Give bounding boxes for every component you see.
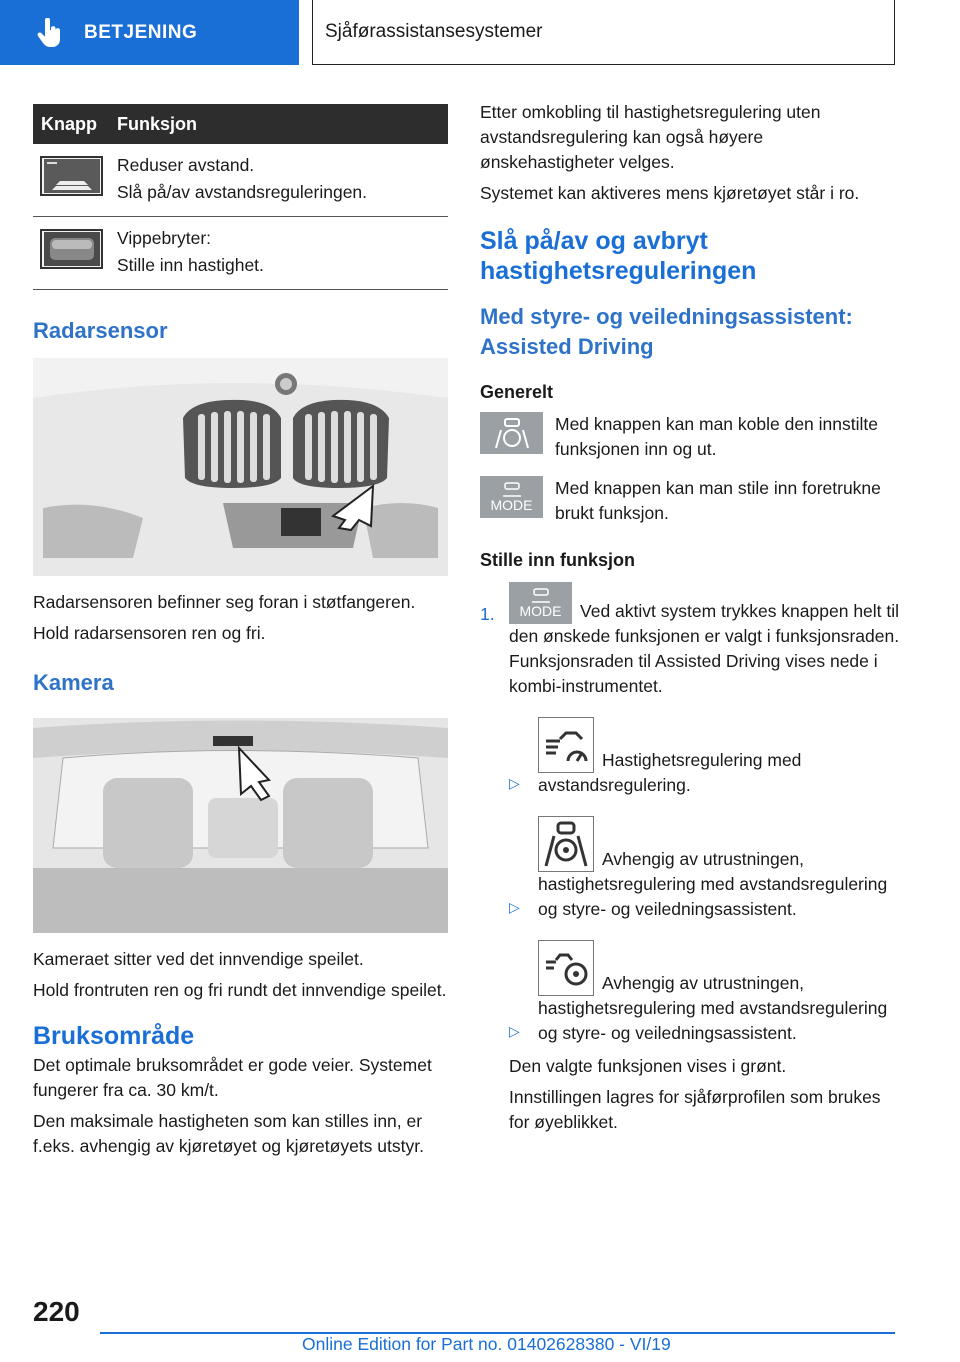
assisted-driving-button-icon xyxy=(480,412,543,454)
chapter-header xyxy=(312,0,895,65)
usage-paragraph-1: Det optimale bruksområdet er gode veier. Systemet fungerer fra ca. 30 km/t. xyxy=(33,1055,432,1100)
camera-paragraph-1: Kameraet sitter ved det innvendige speilet. xyxy=(33,949,364,969)
right-column xyxy=(480,100,900,1141)
mode-label: MODE xyxy=(519,603,562,619)
right-paragraph-1: Etter omkobling til hastighetsregulering uten avstandsregulering kan også høyere ønskehastigheter velges. xyxy=(480,102,821,172)
radar-sensor-photo xyxy=(33,358,448,576)
list-item xyxy=(509,816,900,922)
bullet-icon: ▷ xyxy=(509,1023,520,1039)
bullet-icon: ▷ xyxy=(509,899,520,915)
option-text: Avhengig av utrustningen, hastighetsregulering med avstandsregulering og styre- og veiledningsassistent. xyxy=(538,849,888,919)
table-row xyxy=(33,144,448,217)
heading-set-function: Stille inn funksjon xyxy=(480,550,636,570)
after-paragraph-2: Innstillingen lagres for sjåførprofilen som brukes for øyeblikket. xyxy=(509,1087,881,1132)
reduce-distance-button-icon xyxy=(40,156,103,196)
table-header-button: Knapp xyxy=(41,113,97,134)
heading-toggle-cruise: Slå på/av og avbryt hastighetsreguleringen xyxy=(480,227,757,285)
button-function-table xyxy=(33,104,448,290)
option-text: Avhengig av utrustningen, hastighetsregulering med avstandsregulering og styre- og veiledningsassistent. xyxy=(538,973,888,1043)
table-header-function: Funksjon xyxy=(117,113,197,134)
usage-paragraph-2: Den maksimale hastigheten som kan stilles inn, er f.eks. avhengig av kjøretøyet og kjøretøyets utstyr. xyxy=(33,1111,424,1156)
hand-pointer-icon xyxy=(30,13,70,53)
row2-line1: Vippebryter: xyxy=(117,228,212,248)
bullet-icon: ▷ xyxy=(509,775,520,791)
general-item xyxy=(480,476,900,526)
row1-line1: Reduser avstand. xyxy=(117,155,255,175)
acc-steering-alt-icon xyxy=(538,940,594,996)
step-number: 1. xyxy=(480,604,495,624)
camera-photo xyxy=(33,718,448,933)
footer-edition: Online Edition for Part no. 01402628380 - VI/19 xyxy=(302,1334,671,1354)
general-item-text: Med knappen kan man koble den innstilte funksjonen inn og ut. xyxy=(555,414,878,459)
row2-line2: Stille inn hastighet. xyxy=(117,255,264,275)
list-item xyxy=(509,940,900,1046)
section-label: BETJENING xyxy=(84,21,198,43)
radar-paragraph-2: Hold radarsensoren ren og fri. xyxy=(33,623,266,643)
mode-button-icon xyxy=(509,582,572,624)
heading-usage: Bruksområde xyxy=(33,1022,195,1050)
step-body xyxy=(509,582,900,1135)
step-list xyxy=(480,582,900,1135)
list-item xyxy=(509,717,900,798)
left-column xyxy=(33,104,448,1165)
camera-paragraph-2: Hold frontruten ren og fri rundt det innvendige speilet. xyxy=(33,980,447,1000)
heading-camera: Kamera xyxy=(33,670,114,695)
general-item xyxy=(480,412,900,462)
page-number: 220 xyxy=(33,1296,80,1327)
general-item-text: Med knappen kan man stile inn foretrukne brukt funksjon. xyxy=(555,478,881,523)
radar-paragraph-1: Radarsensoren befinner seg foran i støtfangeren. xyxy=(33,592,416,612)
acc-steering-icon xyxy=(538,816,594,872)
heading-assisted-driving: Med styre- og veiledningsassistent: Assisted Driving xyxy=(480,304,853,359)
rocker-switch-button-icon xyxy=(40,229,103,269)
section-tab[interactable] xyxy=(0,0,299,65)
table-row xyxy=(33,217,448,290)
after-paragraph-1: Den valgte funksjonen vises i grønt. xyxy=(509,1056,787,1076)
step-text: Ved aktivt system trykkes knappen helt til den ønskede funksjonen er valgt i funksjonsraden. Funksjonsraden til Assisted Driving vises nede i kombi-instrumentet. xyxy=(509,601,900,696)
heading-general: Generelt xyxy=(480,382,554,402)
row1-line2: Slå på/av avstandsreguleringen. xyxy=(117,182,368,202)
chapter-title: Sjåførassistansesystemer xyxy=(325,21,543,42)
table-header xyxy=(33,104,448,144)
acc-distance-icon xyxy=(538,717,594,773)
mode-label: MODE xyxy=(490,497,533,513)
heading-radar: Radarsensor xyxy=(33,318,168,343)
right-paragraph-2: Systemet kan aktiveres mens kjøretøyet står i ro. xyxy=(480,183,860,203)
option-text: Hastighetsregulering med avstandsregulering. xyxy=(538,750,802,795)
mode-button-icon xyxy=(480,476,543,518)
